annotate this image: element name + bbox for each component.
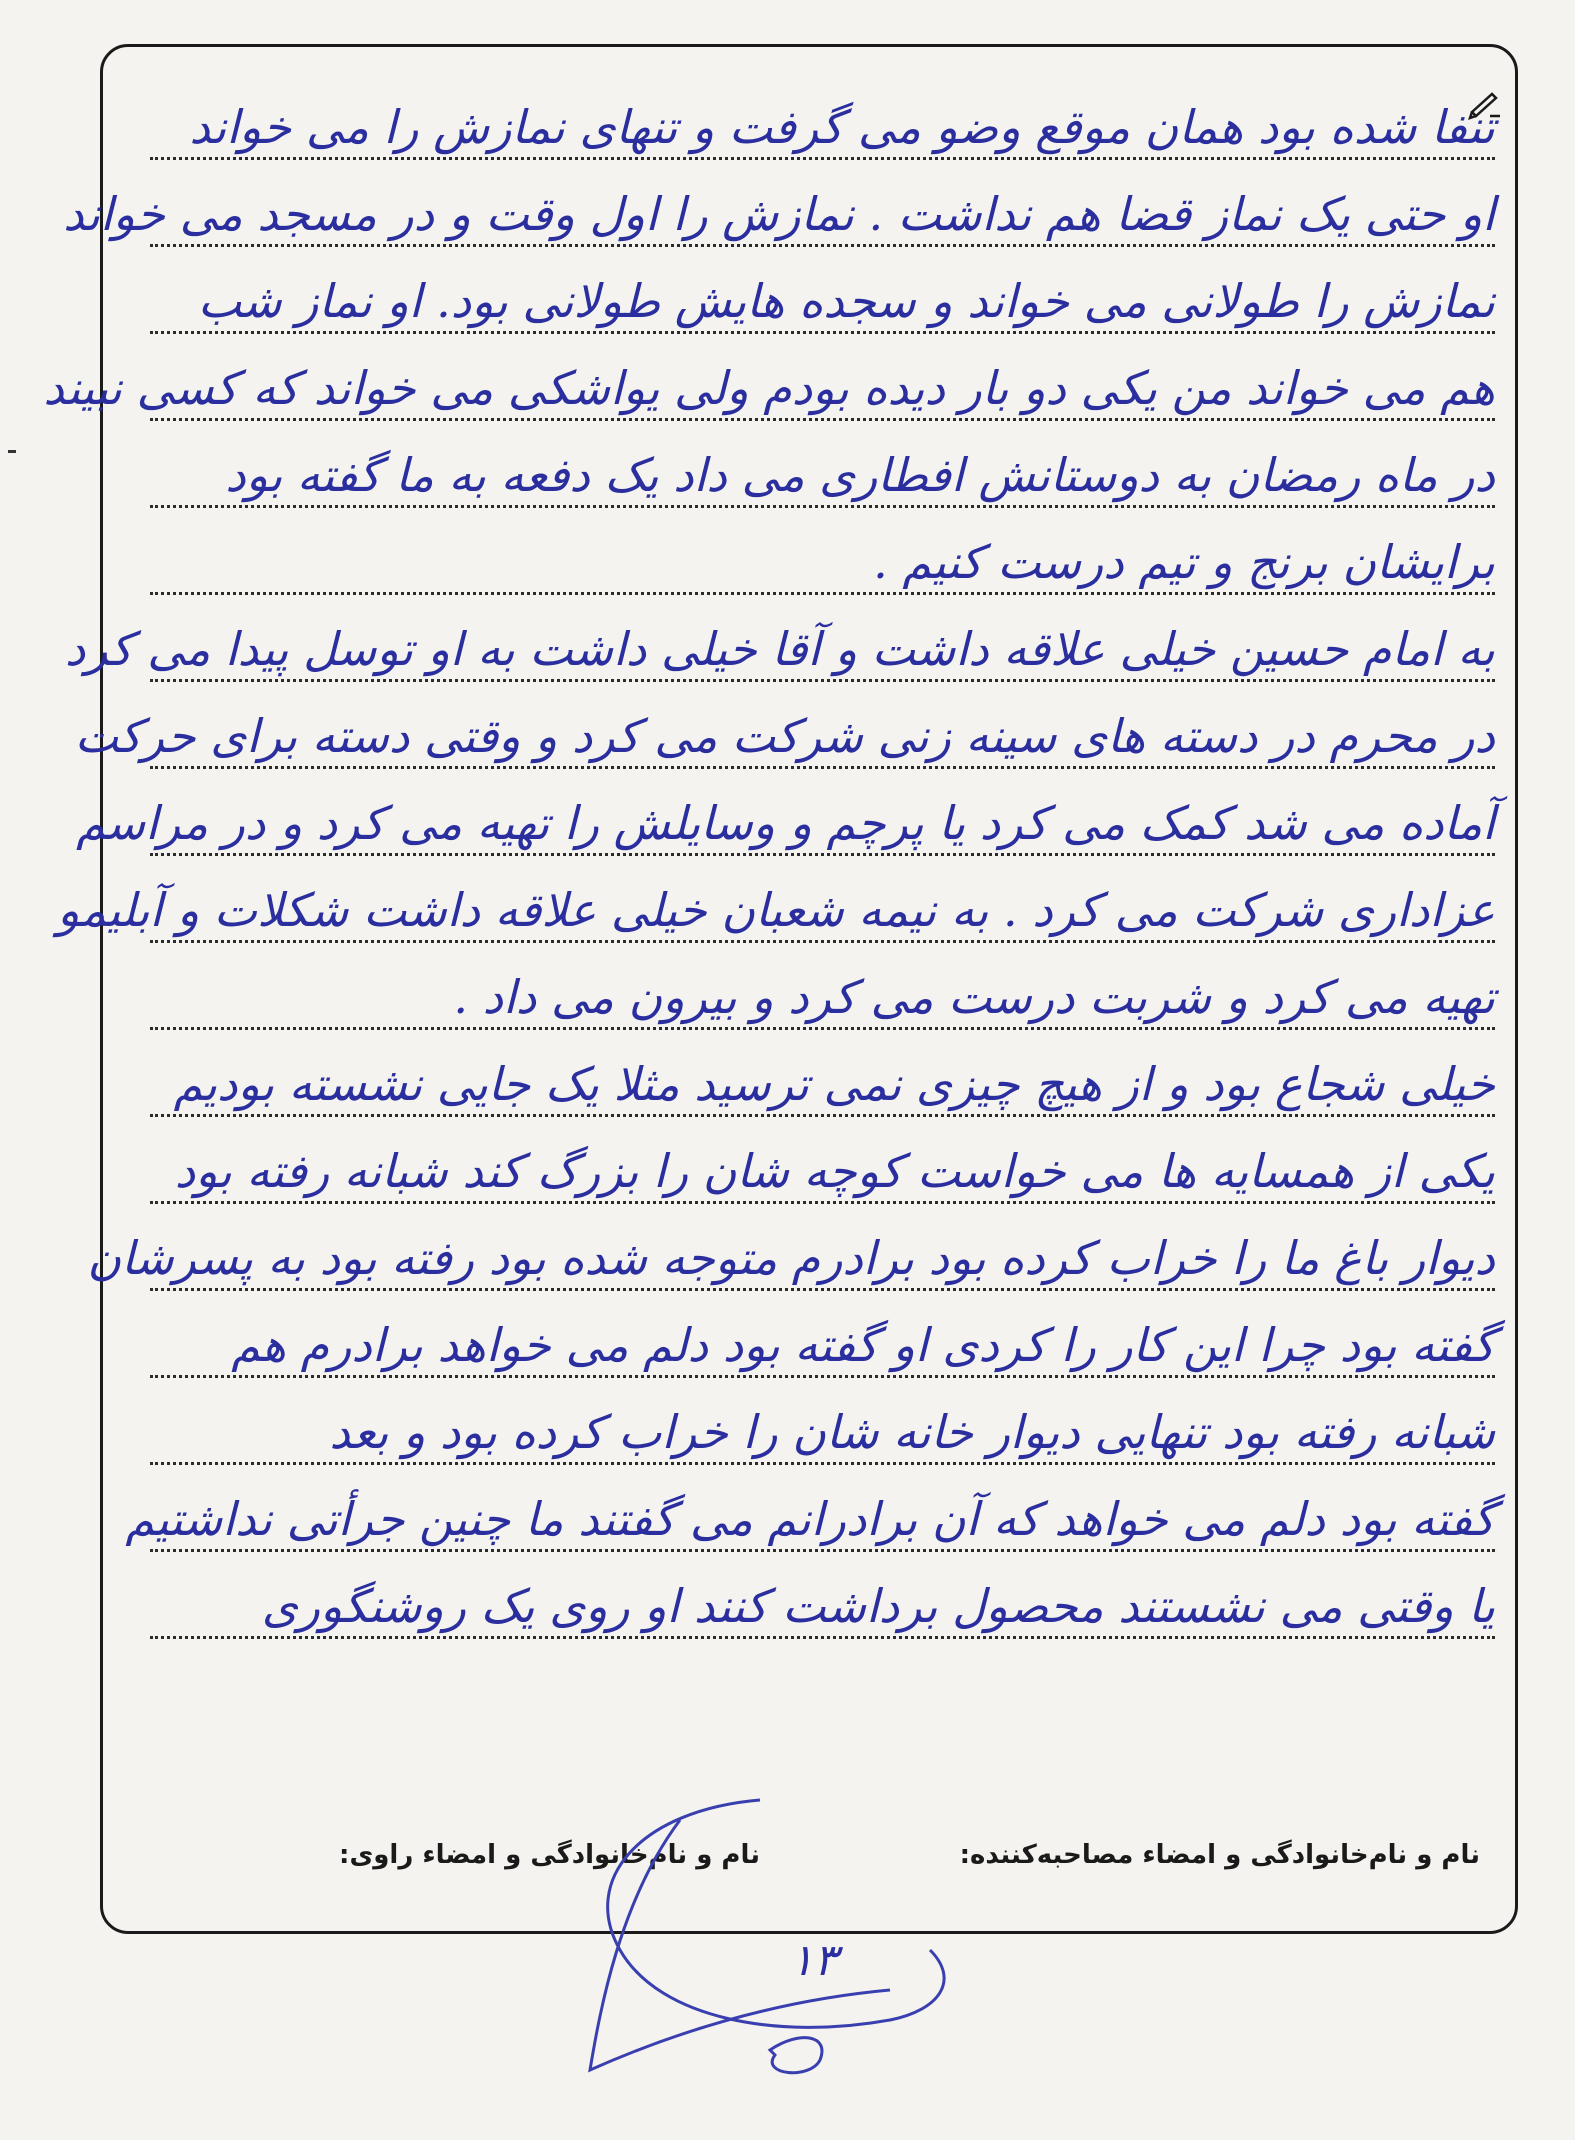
signature-scribble [560,1780,980,2100]
handwritten-text: به امام حسین خیلی علاقه داشت و آقا خیلی داشت به او توسل پیدا می کرد [64,622,1495,676]
dotted-rule [150,1201,1495,1204]
handwritten-line [150,513,1495,601]
margin-mark [8,450,16,453]
dotted-rule [150,157,1495,160]
dotted-rule [150,940,1495,943]
handwritten-text: در ماه رمضان به دوستانش افطاری می داد یک دفعه به ما گفته بود [225,448,1495,502]
handwritten-text: دیوار باغ ما را خراب کرده بود برادرم متوجه شده بود رفته بود به پسرشان [87,1231,1495,1285]
dotted-rule [150,1375,1495,1378]
handwritten-line [43,339,1495,427]
handwritten-line [150,948,1495,1036]
dotted-rule [150,331,1495,334]
dotted-rule [150,1027,1495,1030]
handwritten-line [57,861,1495,949]
handwritten-text: یا وقتی می نشستند محصول برداشت کنند او روی یک روشنگوری [261,1579,1495,1633]
handwritten-line [150,1383,1495,1471]
handwritten-text: نمازش را طولانی می خواند و سجده هایش طولانی بود. او نماز شب [197,274,1495,328]
dotted-rule [150,244,1495,247]
dotted-rule [150,592,1495,595]
handwritten-line [150,1557,1495,1645]
handwritten-text: عزاداری شرکت می کرد . به نیمه شعبان خیلی علاقه داشت شکلات و آبلیمو [57,883,1495,937]
handwritten-text: خیلی شجاع بود و از هیچ چیزی نمی ترسید مثلا یک جایی نشسته بودیم [173,1057,1495,1111]
handwritten-line [87,1209,1495,1297]
dotted-rule [150,505,1495,508]
dotted-rule [150,1549,1495,1552]
dotted-rule [150,1114,1495,1117]
handwritten-line [63,165,1495,253]
handwritten-line [64,600,1495,688]
page-number: ۱۳ [790,1935,838,1986]
dotted-rule [150,1462,1495,1465]
handwritten-line [150,426,1495,514]
handwritten-text: برایشان برنج و تیم درست کنیم . [873,535,1495,589]
dotted-rule [150,853,1495,856]
dotted-rule [150,766,1495,769]
handwritten-line [150,78,1495,166]
handwritten-text: آماده می شد کمک می کرد یا پرچم و وسایلش را تهیه می کرد و در مراسم [76,796,1495,850]
handwritten-line [125,1470,1495,1558]
handwritten-text: در محرم در دسته های سینه زنی شرکت می کرد و وقتی دسته برای حرکت [74,709,1495,763]
handwritten-text: او حتی یک نماز قضا هم نداشت . نمازش را اول وقت و در مسجد می خواند [63,187,1495,241]
interviewer-signature-label: نام و نام‌خانوادگی و امضاء مصاحبه‌کننده: [959,1840,1480,1870]
dotted-rule [150,679,1495,682]
handwritten-text: گفته بود چرا این کار را کردی او گفته بود دلم می خواهد برادرم هم [231,1318,1495,1372]
handwritten-text: یکی از همسایه ها می خواست کوچه شان را بزرگ کند شبانه رفته بود [174,1144,1495,1198]
handwritten-line [150,1296,1495,1384]
dotted-rule [150,1636,1495,1639]
dotted-rule [150,1288,1495,1291]
handwritten-line [150,1122,1495,1210]
dotted-rule [150,418,1495,421]
handwritten-text: شبانه رفته بود تنهایی دیوار خانه شان را خراب کرده بود و بعد [329,1405,1495,1459]
handwritten-line [74,687,1495,775]
handwritten-text: هم می خواند من یکی دو بار دیده بودم ولی یواشکی می خواند که کسی نبیند [43,361,1495,415]
handwritten-text: گفته بود دلم می خواهد که آن برادرانم می گفتند ما چنین جرأتی نداشتیم [125,1492,1495,1546]
narrator-signature-label: نام و نام‌خانوادگی و امضاء راوی: [339,1840,760,1870]
handwritten-line [76,774,1495,862]
handwritten-text: تنفا شده بود همان موقع وضو می گرفت و تنهای نمازش را می خواند [189,100,1495,154]
handwritten-lines [43,60,1495,1820]
handwritten-line [150,1035,1495,1123]
handwritten-text: تهیه می کرد و شربت درست می کرد و بیرون می داد . [453,970,1495,1024]
handwritten-line [150,252,1495,340]
